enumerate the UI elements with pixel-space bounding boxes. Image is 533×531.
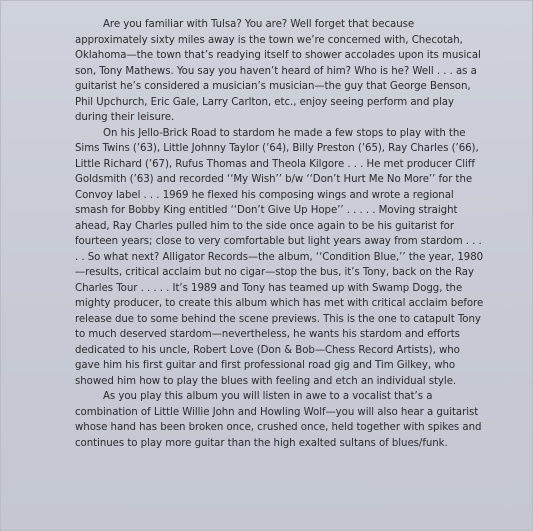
paragraph-career: On his Jello-Brick Road to stardom he made a few stops to play with the Sims Twins (’63), Little Johnny Taylor (’64), Billy Preston (’65), Ray Charles (’66), Little Richard (’67), Rufus Thomas and Theola Kilgore . . . He met producer Cliff Goldsmith (’63) and recorded ‘‘My Wish’’ b/w ‘‘Don’t Hurt Me No More’’ for the Convoy label . . . 1969 he flexed his composing wings and wrote a regional smash for Bobby King entitled ‘‘Don’t Give Up Hope’’ . . . . . Moving straight ahead, Ray Charles pulled him to the side once again to be his guitarist for fourteen years; close to very comfortable but light years away from stardom . . . . . So what next? Alligator Records—the album, ‘‘Condition Blue,’’ the year, 1980—results, critical acclaim but no cigar—stop the bus, it’s Tony, back on the Ray Charles Tour . . . . . It’s 1989 and Tony has teamed up with Swamp Dogg, the mighty producer, to create this album which has met with critical acclaim before release due to some behind the scene previews. This is the one to catapult Tony to much deserved stardom—nevertheless, he wants his stardom and efforts dedicated to his uncle, Robert Love (Don & Bob—Chess Record Artists), who gave him his first guitar and first professional road gig and Tim Gilkey, who showed him how to play the blues with feeling and etch an individual style. [75, 127, 484, 387]
paragraph-intro: Are you familiar with Tulsa? You are? Well forget that because approximately sixty miles away is the town we’re concerned with, Checotah, Oklahoma—the town that’s readying itself to shower accolades upon its musical son, Tony Mathews. You say you haven’t heard of him? Who is he? Well . . . as a guitarist he’s considered a musician’s musician—the guy that George Benson, Phil Upchurch, Eric Gale, Larry Carlton, etc., enjoy seeing perform and play during their leisure. [75, 19, 481, 123]
liner-notes-text [75, 17, 487, 451]
paragraph-album: As you play this album you will listen in awe to a vocalist that’s a combination of Little Willie John and Howling Wolf—you will also hear a guitarist whose hand has been broken once, crushed once, held together with spikes and continues to play more guitar than the high exalted sultans of blues/funk. [75, 391, 482, 449]
